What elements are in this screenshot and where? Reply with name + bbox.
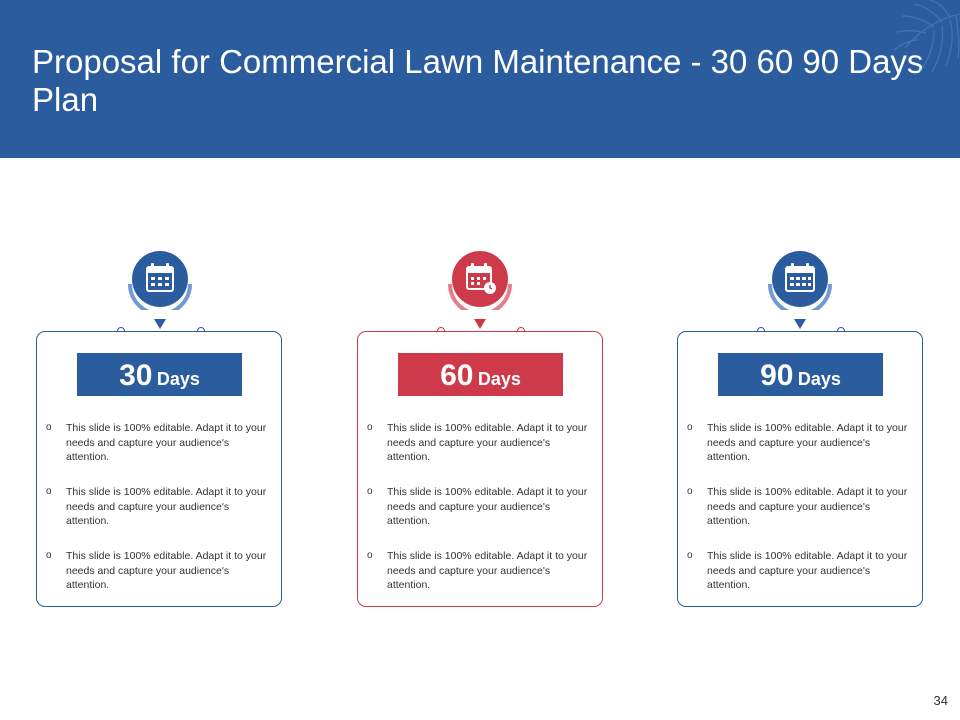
days-label — [398, 353, 563, 396]
pointer-triangle — [154, 319, 166, 329]
list-item — [46, 549, 274, 613]
list-item — [687, 549, 915, 613]
plan-card-30 — [36, 331, 282, 607]
pointer-triangle — [474, 319, 486, 329]
bullet-circle-icon: o — [367, 422, 373, 433]
bullet-circle-icon: o — [367, 550, 373, 561]
title-banner — [0, 0, 960, 158]
days-number: 90 — [760, 359, 794, 392]
bullet-circle-icon: o — [46, 422, 52, 433]
bullet-text: This slide is 100% editable. Adapt it to your needs and capture your audience's attention. — [707, 422, 908, 463]
days-unit: Days — [477, 369, 521, 389]
days-unit: Days — [156, 369, 200, 389]
days-label — [77, 353, 242, 396]
page-number: 34 — [933, 693, 948, 708]
bullet-text: This slide is 100% editable. Adapt it to your needs and capture your audience's attention. — [707, 486, 908, 527]
calendar-badge-30 — [128, 250, 192, 310]
pointer-triangle — [794, 319, 806, 329]
bullet-list — [687, 421, 915, 613]
list-item — [687, 421, 915, 485]
days-label — [718, 353, 883, 396]
bullet-list — [46, 421, 274, 613]
bullet-circle-icon: o — [367, 486, 373, 497]
bullet-text: This slide is 100% editable. Adapt it to your needs and capture your audience's attention. — [66, 550, 267, 591]
list-item — [367, 421, 595, 485]
bullet-text: This slide is 100% editable. Adapt it to your needs and capture your audience's attention. — [707, 550, 908, 591]
list-item — [367, 485, 595, 549]
bullet-circle-icon: o — [46, 486, 52, 497]
bullet-text: This slide is 100% editable. Adapt it to your needs and capture your audience's attention. — [387, 550, 588, 591]
bullet-list — [367, 421, 595, 613]
bullet-text: This slide is 100% editable. Adapt it to your needs and capture your audience's attention. — [66, 422, 267, 463]
bullet-circle-icon: o — [46, 550, 52, 561]
bullet-circle-icon: o — [687, 550, 693, 561]
days-number: 30 — [119, 359, 153, 392]
bullet-text: This slide is 100% editable. Adapt it to your needs and capture your audience's attention. — [387, 422, 588, 463]
days-number: 60 — [440, 359, 474, 392]
list-item — [367, 549, 595, 613]
palm-leaf-decoration — [850, 0, 960, 110]
days-unit: Days — [797, 369, 841, 389]
list-item — [46, 421, 274, 485]
calendar-badge-90 — [768, 250, 832, 310]
bullet-circle-icon: o — [687, 422, 693, 433]
bullet-text: This slide is 100% editable. Adapt it to your needs and capture your audience's attention. — [66, 486, 267, 527]
calendar-badge-60 — [448, 250, 512, 310]
plan-card-90 — [677, 331, 923, 607]
list-item — [687, 485, 915, 549]
bullet-text: This slide is 100% editable. Adapt it to your needs and capture your audience's attention. — [387, 486, 588, 527]
bullet-circle-icon: o — [687, 486, 693, 497]
list-item — [46, 485, 274, 549]
slide-title: Proposal for Commercial Lawn Maintenance - 30 60 90 Days Plan — [32, 43, 924, 118]
plan-card-60 — [357, 331, 603, 607]
